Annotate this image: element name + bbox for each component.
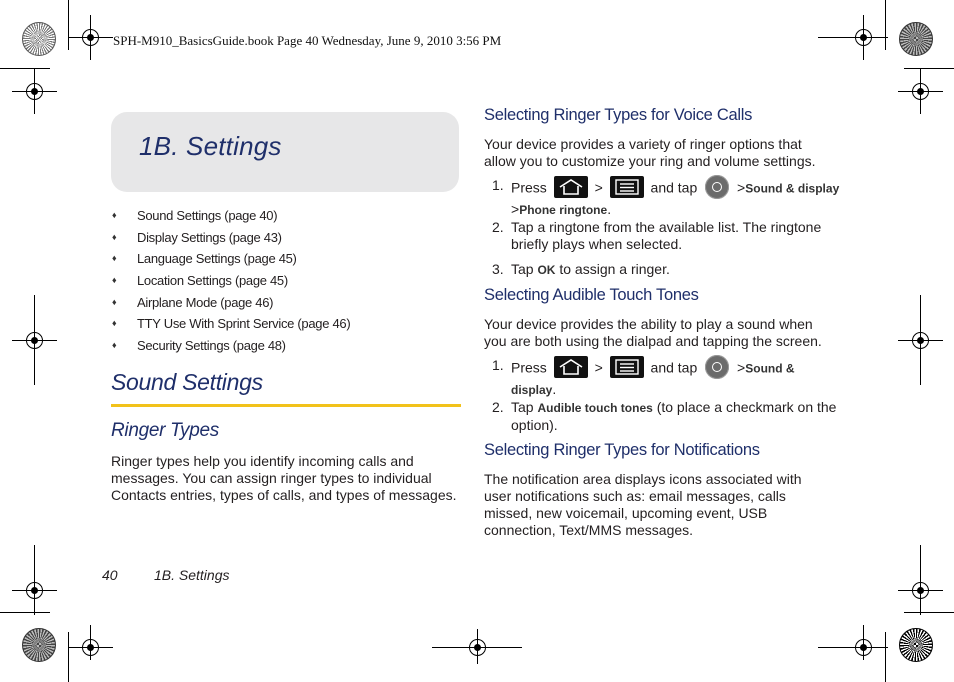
- step-text: (to place a checkmark on the option).: [511, 399, 837, 433]
- registration-mark-icon: [90, 647, 91, 648]
- bullet-icon: ♦: [112, 340, 117, 351]
- step-separator: >: [737, 359, 746, 376]
- step-number: 3.: [492, 261, 504, 277]
- registration-mark-icon: [920, 590, 921, 591]
- toc-item-label: Sound Settings (page 40): [137, 208, 278, 223]
- color-bar-burst-icon: [22, 22, 56, 56]
- bullet-icon: ♦: [112, 296, 117, 307]
- registration-mark-icon: [477, 647, 478, 648]
- step-text: and tap: [650, 359, 698, 376]
- toc-item[interactable]: [111, 293, 461, 315]
- notifications-heading: Selecting Ringer Types for Notifications: [484, 441, 760, 459]
- toc-item[interactable]: [111, 206, 461, 228]
- toc-item-label: TTY Use With Sprint Service (page 46): [137, 316, 351, 332]
- registration-mark-icon: [920, 340, 921, 341]
- step-text: and tap: [650, 179, 698, 196]
- color-bar-burst-icon: [22, 628, 56, 662]
- color-bar-burst-icon: [899, 22, 933, 56]
- tones-step-1: [492, 357, 842, 397]
- color-bar-burst-icon: [899, 628, 933, 662]
- toc-item-label: Security Settings (page 48): [137, 338, 286, 354]
- step-number: 2.: [492, 399, 504, 415]
- step-text: Press: [511, 179, 547, 196]
- voice-step-3: [492, 261, 842, 279]
- toc-item[interactable]: [111, 228, 461, 250]
- step-separator: >: [511, 201, 520, 217]
- registration-mark-icon: [863, 647, 864, 648]
- voice-calls-intro: Your device provides a variety of ringer options that allow you to customize your ring and volume settings.: [484, 136, 816, 169]
- toc-item[interactable]: [111, 336, 461, 358]
- step-number: 2.: [492, 219, 504, 235]
- toc-item-label: Language Settings (page 45): [137, 251, 297, 267]
- settings-gear-icon: [705, 355, 729, 379]
- step-text: Tap a ringtone from the available list. The ringtone briefly plays when selected.: [511, 219, 822, 252]
- toc-item-label: Display Settings (page 43): [137, 229, 282, 245]
- home-key-icon: [554, 176, 588, 198]
- menu-key-icon: [610, 176, 644, 198]
- bullet-icon: ♦: [112, 318, 117, 329]
- menu-path-sound-display: Sound & display: [511, 361, 795, 397]
- bullet-icon: ♦: [112, 275, 117, 286]
- bullet-icon: ♦: [112, 253, 117, 264]
- page-number: 40: [102, 567, 118, 583]
- section-heading: Sound Settings: [111, 369, 263, 395]
- ringer-types-paragraph: Ringer types help you identify incoming calls and messages. You can assign ringer types to individual Contacts entries, types of calls, and types of messages.: [111, 453, 457, 503]
- menu-key-icon: [610, 356, 644, 378]
- registration-mark-icon: [863, 37, 864, 38]
- registration-mark-icon: [34, 340, 35, 341]
- step-separator: >: [737, 179, 746, 196]
- step-text: Press: [511, 359, 547, 376]
- tones-step-2: [492, 399, 842, 435]
- chapter-title: 1B. Settings: [139, 131, 282, 161]
- voice-step-1: [492, 177, 842, 217]
- chapter-toc-list: [111, 206, 461, 358]
- step-text: Tap: [511, 261, 534, 277]
- touch-tones-heading: Selecting Audible Touch Tones: [484, 286, 699, 304]
- voice-step-2: [492, 219, 842, 255]
- menu-path-sound-display: Sound & display: [745, 181, 840, 196]
- step-number: 1.: [492, 177, 504, 193]
- section-rule: [111, 404, 461, 407]
- voice-calls-heading: Selecting Ringer Types for Voice Calls: [484, 106, 753, 124]
- bullet-icon: ♦: [112, 231, 117, 242]
- step-text: to assign a ringer.: [559, 261, 670, 277]
- step-period: .: [607, 201, 612, 217]
- toc-item[interactable]: [111, 271, 461, 293]
- toc-item-label: Airplane Mode (page 46): [137, 294, 274, 310]
- registration-mark-icon: [90, 37, 91, 38]
- step-separator: >: [594, 359, 603, 376]
- bullet-icon: ♦: [112, 210, 117, 220]
- audible-touch-tones-label: Audible touch tones: [537, 401, 653, 415]
- step-number: 1.: [492, 357, 504, 373]
- step-period: .: [552, 381, 557, 397]
- toc-item-label: Location Settings (page 45): [137, 273, 288, 289]
- registration-mark-icon: [34, 590, 35, 591]
- settings-gear-icon: [705, 175, 729, 199]
- toc-item[interactable]: [111, 249, 461, 271]
- footer-chapter-title: 1B. Settings: [154, 567, 230, 583]
- notifications-paragraph: The notification area displays icons associated with user notifications such as: email messages, calls missed, new voicemail, upcoming event, USB connection, Text/MMS messages.: [484, 471, 802, 538]
- registration-mark-icon: [920, 91, 921, 92]
- menu-path-phone-ringtone: Phone ringtone: [519, 203, 608, 217]
- step-separator: >: [594, 179, 603, 196]
- ok-key-label: OK: [537, 263, 556, 277]
- registration-mark-icon: [34, 91, 35, 92]
- touch-tones-intro: Your device provides the ability to play a sound when you are both using the dialpad and tapping the screen.: [484, 316, 822, 349]
- subsection-heading: Ringer Types: [111, 420, 219, 441]
- step-text: Tap: [511, 399, 534, 415]
- home-key-icon: [554, 356, 588, 378]
- print-slug: SPH-M910_BasicsGuide.book Page 40 Wednesday, June 9, 2010 3:56 PM: [113, 33, 502, 48]
- toc-item[interactable]: [111, 314, 461, 336]
